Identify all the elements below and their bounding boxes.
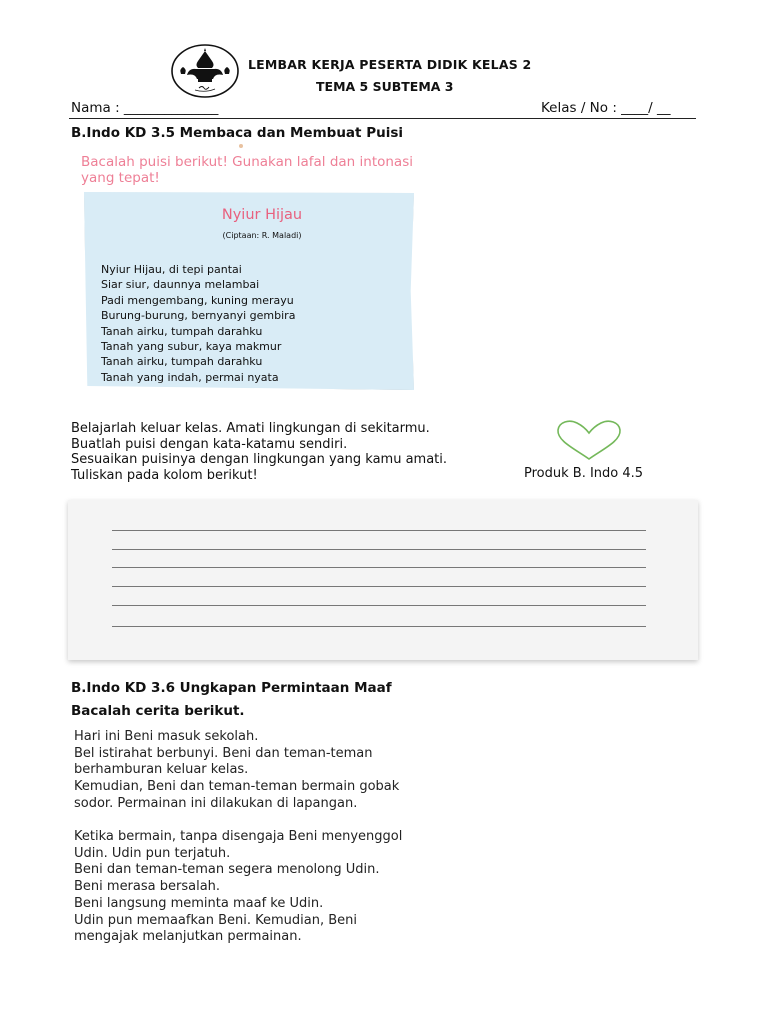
- story-paragraph-2: [74, 829, 402, 946]
- read-prompt: Bacalah cerita berikut.: [71, 703, 245, 719]
- poem-instruction: [81, 154, 421, 186]
- story-line: berhamburan keluar kelas.: [74, 762, 249, 778]
- instruction-line: yang tepat!: [81, 170, 160, 186]
- poem-line: Nyiur Hijau, di tepi pantai: [101, 263, 242, 276]
- writing-line[interactable]: [112, 549, 646, 550]
- poem-title: Nyiur Hijau: [221, 207, 303, 223]
- story-line: Ketika bermain, tanpa disengaja Beni menyenggol: [74, 829, 403, 844]
- class-number-field[interactable]: Kelas / No : ____/ __: [541, 100, 671, 116]
- instruction-line: Bacalah puisi berikut! Gunakan lafal dan intonasi: [81, 154, 413, 170]
- decorative-dot: [239, 144, 243, 148]
- writing-line[interactable]: [112, 605, 646, 606]
- story-line: sodor. Permainan ini dilakukan di lapangan.: [74, 795, 358, 811]
- poem-line: Tanah yang subur, kaya makmur: [101, 340, 282, 354]
- story-line: Kemudian, Beni dan teman-teman bermain gobak: [74, 779, 400, 795]
- school-logo: [171, 44, 239, 98]
- poem-body: [101, 262, 295, 385]
- worksheet-title: LEMBAR KERJA PESERTA DIDIK KELAS 2: [248, 57, 532, 72]
- section-heading-apology: B.Indo KD 3.6 Ungkapan Permintaan Maaf: [71, 680, 392, 696]
- heart-outline-icon: [555, 419, 623, 461]
- story-line: mengajak melanjutkan permainan.: [74, 929, 302, 945]
- writing-line[interactable]: [112, 586, 646, 587]
- story-line: Bel istirahat berbunyi. Beni dan teman-teman: [74, 745, 373, 761]
- story-paragraph-1: [74, 729, 399, 813]
- poem-line: Tanah airku, tumpah darahku: [101, 355, 263, 369]
- story-line: Beni merasa bersalah.: [74, 879, 221, 895]
- section-heading-poem: B.Indo KD 3.5 Membaca dan Membuat Puisi: [71, 125, 403, 141]
- task-line: Tuliskan pada kolom berikut!: [71, 467, 258, 483]
- writing-line[interactable]: [112, 567, 646, 568]
- poem-author: (Ciptaan: R. Maladi): [222, 231, 302, 240]
- header-divider: [69, 118, 696, 119]
- writing-task: [71, 421, 447, 483]
- writing-line[interactable]: [112, 530, 646, 531]
- writing-area[interactable]: [68, 500, 698, 660]
- poem-line: Tanah airku, tumpah darahku: [101, 324, 263, 338]
- story-line: Beni dan teman-teman segera menolong Udin.: [74, 862, 380, 878]
- poem-line: Padi mengembang, kuning merayu: [101, 293, 294, 307]
- poem-line: Tanah yang indah, permai nyata: [101, 370, 279, 384]
- story-line: Beni langsung meminta maaf ke Udin.: [74, 895, 324, 911]
- poem-line: Siar siur, daunnya melambai: [101, 278, 260, 292]
- task-line: Sesuaikan puisinya dengan lingkungan yang kamu amati.: [71, 452, 448, 468]
- story-line: Hari ini Beni masuk sekolah.: [74, 729, 259, 744]
- product-label: Produk B. Indo 4.5: [524, 466, 644, 481]
- story-line: Udin. Udin pun terjatuh.: [74, 845, 231, 861]
- worksheet-subtitle: TEMA 5 SUBTEMA 3: [316, 79, 454, 94]
- writing-line[interactable]: [112, 626, 646, 627]
- poem-line: Burung-burung, bernyanyi gembira: [101, 309, 296, 323]
- task-line: Belajarlah keluar kelas. Amati lingkungan di sekitarmu.: [71, 421, 430, 436]
- name-field[interactable]: Nama : ______________: [71, 100, 219, 116]
- task-line: Buatlah puisi dengan kata-katamu sendiri.: [71, 436, 348, 452]
- story-line: Udin pun memaafkan Beni. Kemudian, Beni: [74, 912, 357, 928]
